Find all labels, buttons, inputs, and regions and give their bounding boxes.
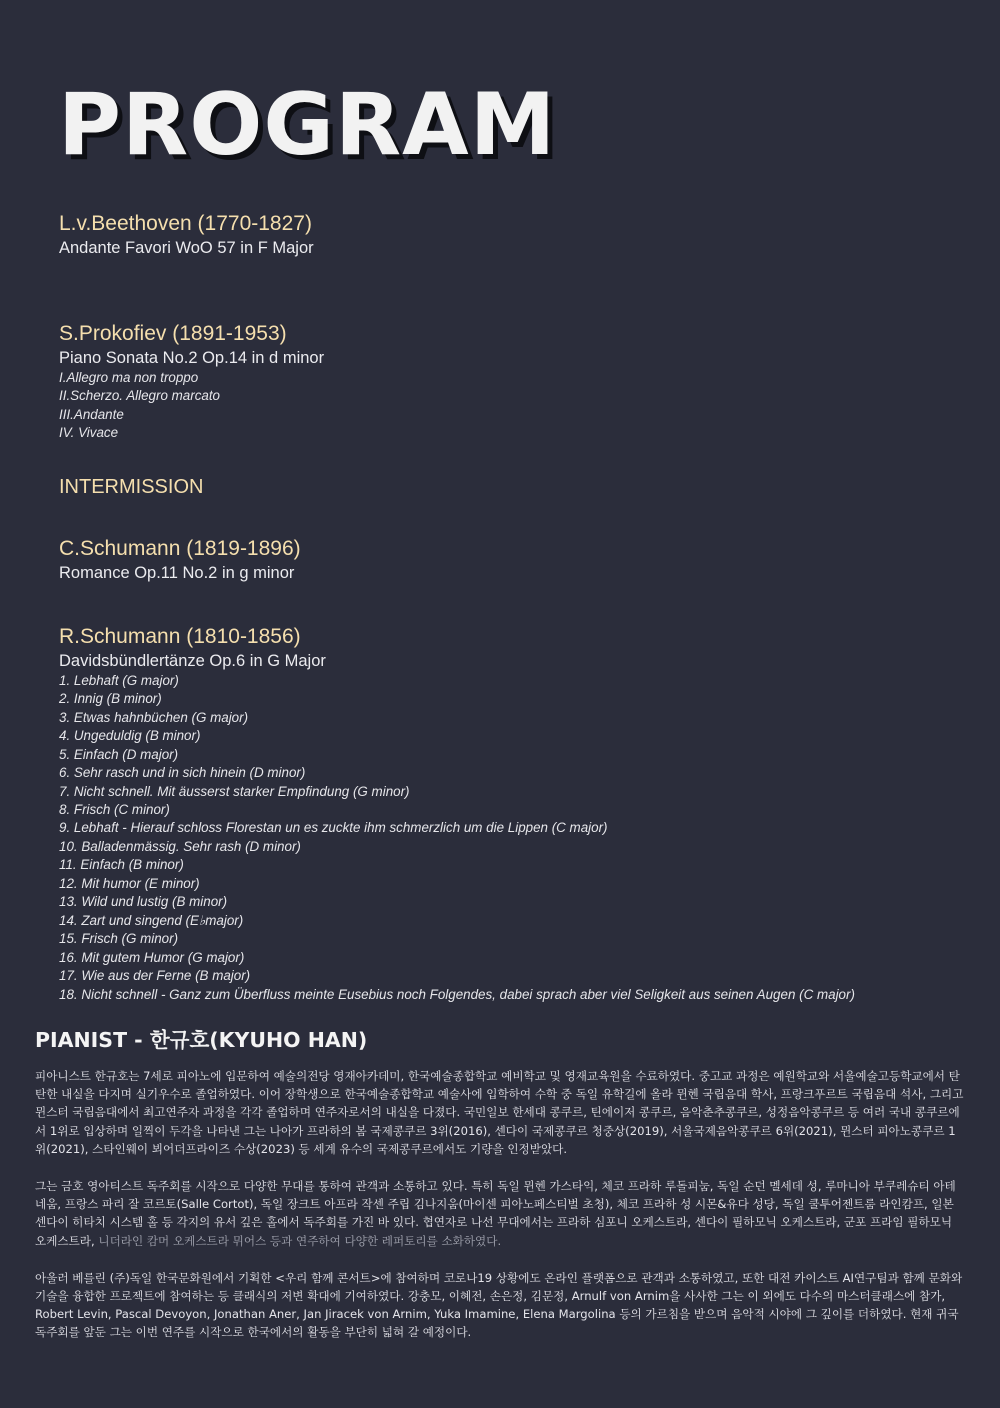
movement-item: 18. Nicht schnell - Ganz zum Überfluss meinte Eusebius noch Folgendes, dabei sprach aber viel Seligkeit aus seinen Augen (C major) [59,986,855,1002]
piece-c-schumann [59,535,979,583]
bio-paragraph-2 [35,1177,965,1250]
movement-item: 10. Balladenmässig. Sehr rash (D minor) [59,838,301,854]
movement-item: 12. Mit humor (E minor) [59,875,200,891]
piece-beethoven [59,210,979,258]
movement-item: 14. Zart und singend (E♭major) [59,912,244,928]
movement-item: 17. Wie aus der Ferne (B major) [59,968,251,984]
movement-item: 9. Lebhaft - Hierauf schloss Florestan un es zuckte ihm schmerzlich um die Lippen (C major) [59,820,608,836]
composer-name: L.v.Beethoven (1770-1827) [59,212,312,235]
program-list [59,210,979,1004]
movement-item: II.Scherzo. Allegro marcato [59,388,221,404]
composer-name: R.Schumann (1810-1856) [59,624,301,648]
movement-item: 8. Frisch (C minor) [59,801,170,817]
composer-name: C.Schumann (1819-1896) [59,536,301,560]
movement-list [59,672,979,1004]
movement-item: 7. Nicht schnell. Mit äusserst starker Empfindung (G minor) [59,783,410,799]
movement-item: I.Allegro ma non troppo [59,370,199,385]
movement-item: 4. Ungeduldig (B minor) [59,728,201,744]
movement-item: 3. Etwas hahnbüchen (G major) [59,709,249,725]
work-title: Andante Favori WoO 57 in F Major [59,239,314,257]
bio-paragraph-3: 아울러 베를린 (주)독일 한국문화원에서 기획한 <우리 함께 콘서트>에 참여하며 코로나19 상황에도 온라인 플랫폼으로 관객과 소통하였고, 또한 대전 카이스트 AI연구팀과 함께 문화와 기술을 융합한 프로젝트에 참여하는 등 클래식의 저변 확대에 기여하였다. 강충모, 이혜전, 손은정, 김문정, Arnulf von Arnim을 사사한 그는 이 외에도 다수의 마스터클래스에 참가, Robert Levin, Pascal Devoyon, Jonathan Aner, Jan Jiracek von Arnim, Yuka Imamine, Elena Margolina 등의 가르침을 받으며 음악적 시야에 그 깊이를 더하였다. 현재 귀국 독주회를 앞둔 그는 이번 연주를 시작으로 한국에서의 활동을 부단히 넓혀 갈 예정이다. [35,1270,963,1340]
movement-item: 11. Einfach (B minor) [59,857,184,873]
movement-item: 15. Frisch (G minor) [59,931,179,947]
movement-item: 5. Einfach (D major) [59,746,179,762]
movement-item: 2. Innig (B minor) [59,691,162,707]
bio-paragraph-1: 피아니스트 한규호는 7세로 피아노에 입문하여 예술의전당 영재아카데미, 한국예술종합학교 예비학교 및 영재교육원을 수료하였다. 중고교 과정은 예원학교와 서울예술고등학교에서 탄탄한 내실을 다지며 실기우수로 졸업하였다. 이어 장학생으로 한국예술종합학교 예술사에 입학하여 수학 중 독일 유학길에 올라 뮌헨 국립음대 학사, 프랑크푸르트 국립음대 석사, 그리고 뮌스터 국립음대에서 최고연주자 과정을 각각 졸업하며 연주자로서의 내실을 다졌다. 국민일보 한세대 콩쿠르, 틴에이저 콩쿠르, 음악춘추콩쿠르, 성정음악콩쿠르 등 여러 국내 콩쿠르에서 1위로 입상하며 일찍이 두각을 나타낸 그는 나아가 프라하의 봄 국제콩쿠르 3위(2016), 센다이 국제콩쿠르 청중상(2019), 서울국제음악콩쿠르 6위(2021), 뮌스터 피아노콩쿠르 1위(2021), 스타인웨이 뵈어더프라이즈 수상(2023) 등 세계 유수의 국제콩쿠르에서도 기량을 인정받았다. [35,1069,964,1156]
movement-item: 16. Mit gutem Humor (G major) [59,949,245,965]
page-title: PROGRAM [58,75,557,175]
work-title: Romance Op.11 No.2 in g minor [59,563,295,582]
movement-list [59,369,979,443]
pianist-heading: PIANIST - 한규호(KYUHO HAN) [35,1028,368,1052]
movement-item: IV. Vivace [59,425,119,441]
bio-paragraph-2-faded: 니더라인 캄머 오케스트라 뮈어스 등과 연주하여 다양한 레퍼토리를 소화하였다. [98,1233,502,1248]
movement-item: 6. Sehr rasch und in sich hinein (D minor) [59,765,306,781]
pianist-section [35,1025,965,1361]
movement-item: 13. Wild und lustig (B minor) [59,894,228,910]
piece-prokofiev [59,320,979,443]
work-title: Piano Sonata No.2 Op.14 in d minor [59,349,325,367]
composer-name: S.Prokofiev (1891-1953) [59,322,287,345]
piece-r-schumann [59,623,979,1004]
bio-paragraph-2-main: 그는 금호 영아티스트 독주회를 시작으로 다양한 무대를 통하여 관객과 소통하고 있다. 특히 독일 뮌헨 가스타익, 체코 프라하 루돌피눔, 독일 순던 멜세데 성, 루마니아 부쿠레슈티 아테네움, 프랑스 파리 잘 코르토(Salle Cortot), 독일 장크트 아프라 작센 주립 김나지움(마이센 피아노페스티벌 초청), 체코 프라하 성 시몬&유다 성당, 독일 쿨투어젠트룸 라인캄프, 일본 센다이 히타치 시스템 홀 등 각지의 유서 깊은 홀에서 독주회를 가진 바 있다. 협연자로 나선 무대에서는 프라하 심포니 오케스트라, 센다이 필하모닉 오케스트라, 군포 프라임 필하모닉 오케스트라, [35,1179,956,1248]
movement-item: III.Andante [59,406,124,422]
movement-item: 1. Lebhaft (G major) [59,672,179,688]
work-title: Davidsbündlertänze Op.6 in G Major [59,651,326,670]
intermission-label: INTERMISSION [59,475,204,498]
